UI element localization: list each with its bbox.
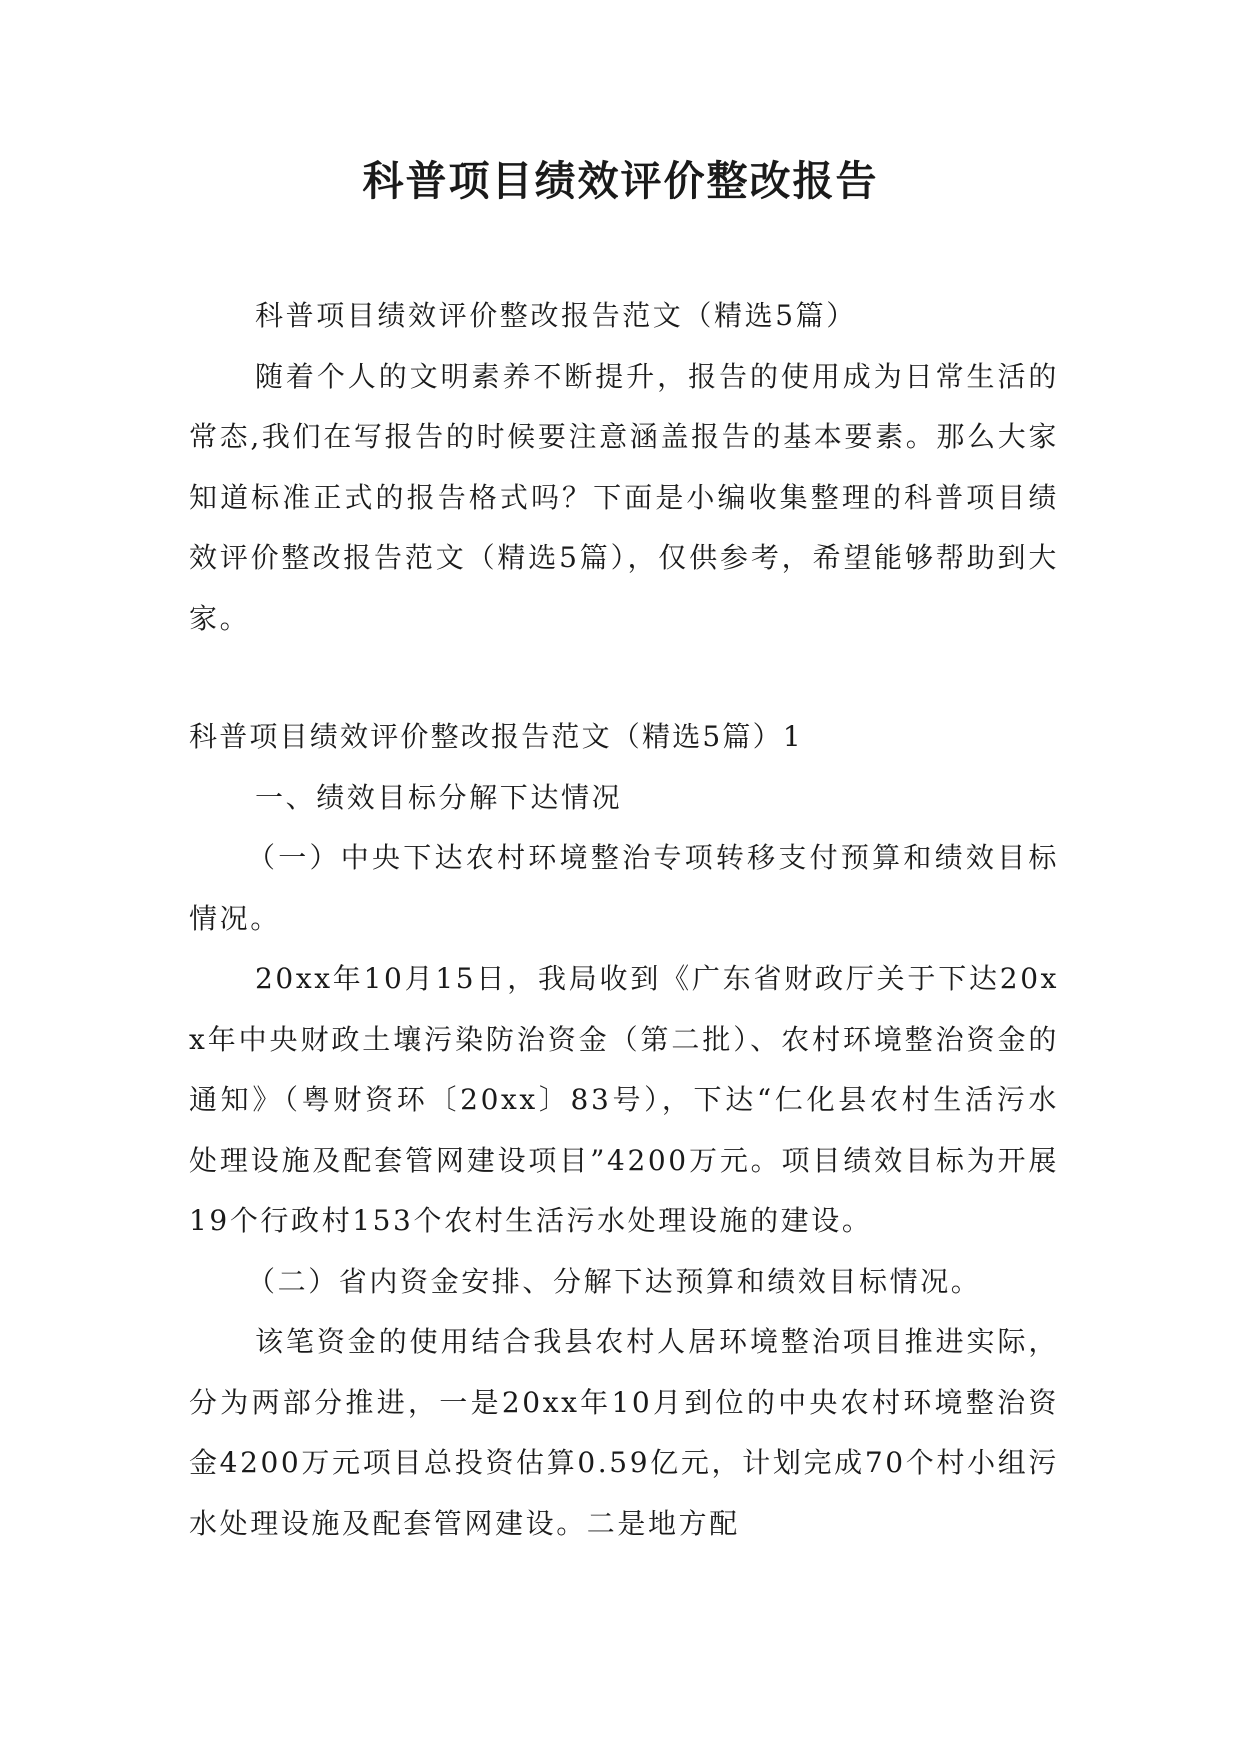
paragraph-gap	[189, 649, 1059, 707]
section-title: 科普项目绩效评价整改报告范文（精选5篇）1	[189, 720, 803, 753]
sub-heading-provincial-funds: （二）省内资金安排、分解下达预算和绩效目标情况。	[247, 1264, 982, 1298]
heading-goal-breakdown: 一、绩效目标分解下达情况	[255, 780, 623, 814]
sub-heading-central-funds: （一）中央下达农村环境整治专项转移支付预算和绩效目标情况。	[189, 841, 1059, 935]
intro-paragraph: 随着个人的文明素养不断提升，报告的使用成为日常生活的常态,我们在写报告的时候要注意涵盖报告的基本要素。那么大家知道标准正式的报告格式吗？下面是小编收集整理的科普项目绩效评价整改报告范文（精选5篇），仅供参考，希望能够帮助到大家。	[189, 359, 1059, 635]
paragraph-fund-usage: 该笔资金的使用结合我县农村人居环境整治项目推进实际，分为两部分推进，一是20xx年10月到位的中央农村环境整治资金4200万元项目总投资估算0.59亿元，计划完成70个村小组污水处理设施及配套管网建设。二是地方配	[189, 1325, 1059, 1540]
document-title: 科普项目绩效评价整改报告	[362, 157, 879, 205]
document-body	[189, 286, 1059, 1554]
document-subtitle: 科普项目绩效评价整改报告范文（精选5篇）	[255, 299, 857, 332]
paragraph-fund-notice: 20xx年10月15日，我局收到《广东省财政厅关于下达20xx年中央财政土壤污染防治资金（第二批）、农村环境整治资金的通知》（粤财资环〔20xx〕83号），下达“仁化县农村生活污水处理设施及配套管网建设项目”4200万元。项目绩效目标为开展19个行政村153个农村生活污水处理设施的建设。	[189, 962, 1059, 1237]
